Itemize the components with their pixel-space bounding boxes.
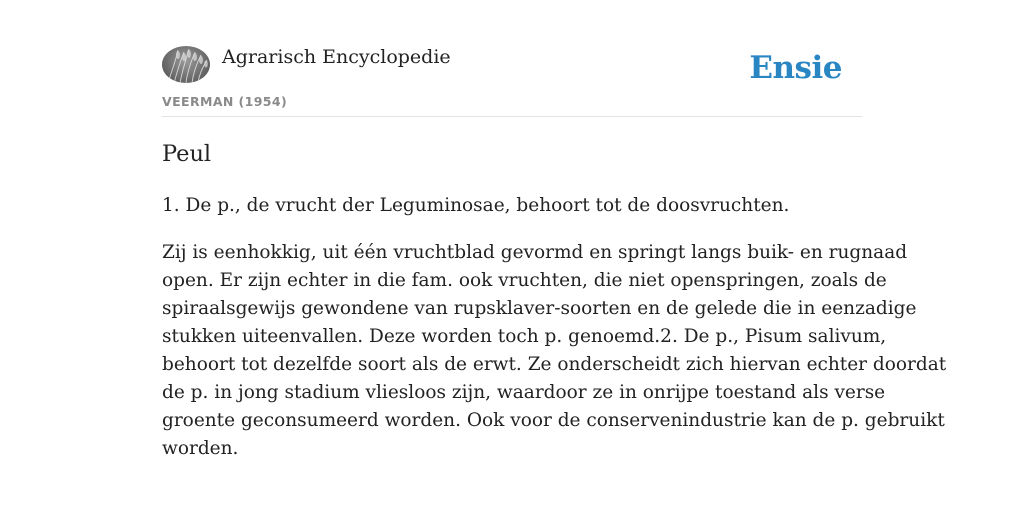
paragraph-line: worden.: [162, 438, 239, 459]
header: [162, 0, 862, 117]
page-title: Peul: [162, 141, 212, 167]
page-container: [162, 0, 947, 459]
book-title[interactable]: Agrarisch Encyclopedie: [222, 46, 451, 68]
paragraph-line: groente geconsumeerd worden. Ook voor de conservenindustrie kan de p. gebruikt: [162, 410, 945, 431]
entry-paragraph-1: 1. De p., de vrucht der Leguminosae, behoort tot de doosvruchten.: [162, 195, 790, 216]
paragraph-line: open. Er zijn echter in die fam. ook vruchten, die niet openspringen, zoals de: [162, 270, 887, 291]
paragraph-line: stukken uiteenvallen. Deze worden toch p. genoemd.2. De p., Pisum salivum,: [162, 326, 887, 347]
paragraph-line: spiraalsgewijs gewondene van rupsklaver-soorten en de gelede die in eenzadige: [162, 298, 917, 319]
wheat-ears-icon[interactable]: [162, 46, 210, 83]
paragraph-line: de p. in jong stadium vliesloos zijn, waardoor ze in onrijpe toestand als verse: [162, 382, 886, 403]
paragraph-line: behoort tot dezelfde soort als de erwt. Ze onderscheidt zich hiervan echter doordat: [162, 354, 947, 375]
brand-logo[interactable]: Ensie: [749, 50, 842, 86]
entry-paragraph-2: [162, 239, 947, 463]
paragraph-line: Zij is eenhokkig, uit één vruchtblad gevormd en springt langs buik- en rugnaad: [162, 242, 908, 263]
source-label: VEERMAN (1954): [162, 94, 288, 109]
